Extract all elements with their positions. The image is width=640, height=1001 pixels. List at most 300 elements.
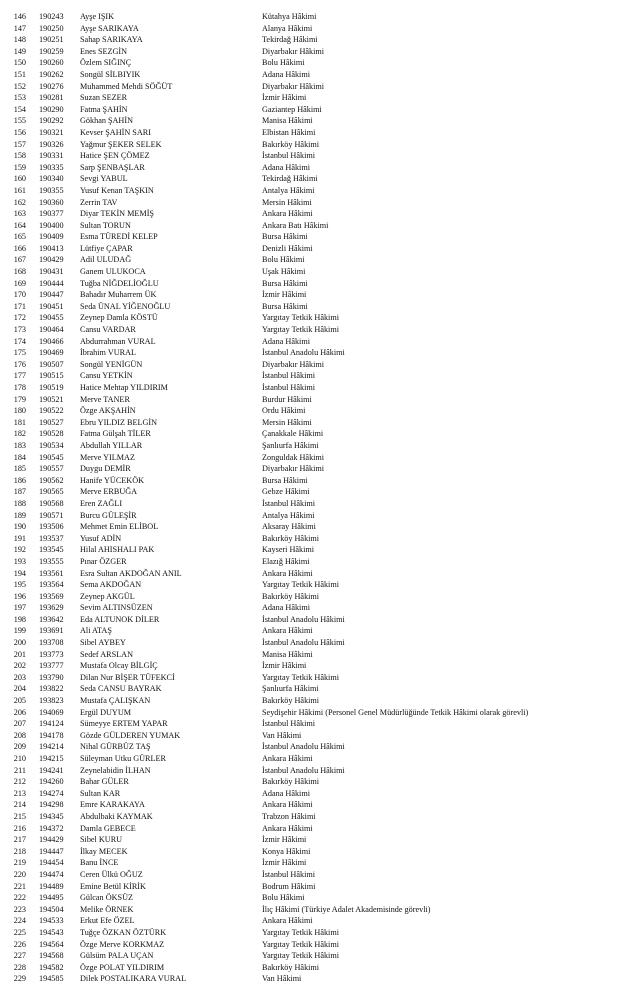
table-row (0, 34, 640, 46)
person-name: Mehmet Emin ELİBOL (80, 522, 159, 532)
person-name: Hilal AHISHALI PAK (80, 545, 155, 555)
table-row (0, 312, 640, 324)
registry-id: 194504 (39, 904, 64, 914)
table-row (0, 46, 640, 58)
row-number: 206 (13, 707, 26, 717)
assignment-post: İstanbul Hâkimi (262, 151, 315, 161)
table-row (0, 185, 640, 197)
registry-id: 190360 (39, 197, 64, 207)
registry-id: 190331 (39, 151, 64, 161)
table-row (0, 69, 640, 81)
assignment-post: Ankara Hâkimi (262, 916, 313, 926)
row-number: 221 (13, 881, 26, 891)
person-name: Burcu GÜLEŞİR (80, 510, 137, 520)
table-row (0, 950, 640, 962)
assignment-post: İlıç Hâkimi (Türkiye Adalet Akademisinde görevli) (262, 904, 431, 914)
person-name: Dilan Nur BİŞER TÜFEKCİ (80, 672, 175, 682)
registry-id: 190455 (39, 313, 64, 323)
assignment-post: Ankara Hâkimi (262, 823, 313, 833)
table-row (0, 927, 640, 939)
assignment-post: Bursa Hâkimi (262, 301, 308, 311)
assignment-post: Bursa Hâkimi (262, 475, 308, 485)
assignment-post: Antalya Hâkimi (262, 185, 315, 195)
row-number: 212 (13, 777, 26, 787)
table-row (0, 428, 640, 440)
row-number: 210 (13, 754, 26, 763)
person-name: Damla GEBECE (80, 823, 136, 833)
registry-id: 190521 (39, 394, 64, 404)
registry-id: 194274 (39, 788, 64, 798)
registry-id: 190335 (39, 162, 64, 172)
table-row (0, 92, 640, 104)
table-row (0, 243, 640, 255)
registry-id: 193561 (39, 568, 64, 578)
assignment-post: İstanbul Anadolu Hâkimi (262, 614, 345, 624)
registry-id: 190444 (39, 278, 64, 288)
row-number: 158 (13, 151, 26, 161)
person-name: Ganem ULUKOCA (80, 267, 146, 277)
row-number: 228 (13, 962, 26, 972)
table-row (0, 568, 640, 580)
row-number: 162 (13, 197, 26, 207)
assignment-post: Adana Hâkimi (262, 162, 310, 172)
table-row (0, 81, 640, 93)
assignment-post: Seydişehir Hâkimi (Personel Genel Müdürlüğünde Tetkik Hâkimi olarak görevli) (262, 707, 529, 717)
row-number: 154 (13, 104, 26, 114)
row-number: 155 (13, 116, 26, 126)
assignment-post: Ankara Hâkimi (262, 754, 313, 763)
registry-id: 190259 (39, 46, 64, 56)
row-number: 192 (13, 545, 26, 555)
row-number: 174 (13, 336, 26, 346)
row-number: 157 (13, 139, 26, 149)
person-name: Fatma ŞAHİN (80, 104, 128, 114)
table-row (0, 834, 640, 846)
row-number: 177 (13, 371, 26, 381)
row-number: 150 (13, 58, 26, 68)
person-name: Zerrin TAV (80, 197, 118, 207)
row-number: 200 (13, 638, 26, 648)
assignment-post: İstanbul Hâkimi (262, 383, 315, 392)
assignment-post: Van Hâkimi (262, 730, 302, 740)
person-name: Fatma Gülşah TİLER (80, 429, 151, 439)
assignment-post: Bolu Hâkimi (262, 58, 305, 68)
row-number: 218 (13, 846, 26, 856)
registry-id: 190431 (39, 267, 64, 277)
person-name: Mustafa ÇALIŞKAN (80, 696, 151, 706)
row-number: 161 (13, 185, 26, 195)
table-row (0, 57, 640, 69)
registry-id: 193790 (39, 672, 64, 682)
assignment-post: Ankara Batı Hâkimi (262, 220, 329, 230)
registry-id: 193822 (39, 684, 64, 694)
assignment-post: Konya Hâkimi (262, 846, 311, 856)
row-number: 151 (13, 69, 26, 79)
table-row (0, 347, 640, 359)
row-number: 220 (13, 869, 26, 879)
registry-id: 193569 (39, 591, 64, 601)
person-name: Hatice ŞEN ÇÖMEZ (80, 151, 150, 161)
assignment-post: Manisa Hâkimi (262, 649, 313, 659)
table-row (0, 486, 640, 498)
assignment-post: Alanya Hâkimi (262, 23, 313, 33)
assignment-post: Yargıtay Tetkik Hâkimi (262, 580, 339, 590)
registry-id: 193773 (39, 649, 64, 659)
registry-id: 190260 (39, 58, 64, 68)
row-number: 187 (13, 487, 26, 497)
assignment-post: Kayseri Hâkimi (262, 545, 315, 555)
registry-id: 190568 (39, 498, 64, 508)
row-number: 152 (13, 81, 26, 91)
row-number: 181 (13, 417, 26, 427)
table-row (0, 336, 640, 348)
assignment-post: Kütahya Hâkimi (262, 12, 317, 21)
registry-id: 194489 (39, 881, 64, 891)
table-row (0, 173, 640, 185)
person-name: Diyar TEKİN MEMİŞ (80, 209, 154, 219)
row-number: 196 (13, 591, 26, 601)
row-number: 216 (13, 823, 26, 833)
registry-id: 190321 (39, 127, 64, 137)
table-row (0, 370, 640, 382)
assignment-post: Bakırköy Hâkimi (262, 777, 320, 787)
assignment-post: Elbistan Hâkimi (262, 127, 316, 137)
person-name: Ayşe IŞIK (80, 12, 115, 21)
assignment-post: Denizli Hâkimi (262, 243, 313, 253)
registry-id: 190527 (39, 417, 64, 427)
table-row (0, 11, 640, 23)
registry-id: 190340 (39, 174, 64, 184)
row-number: 226 (13, 939, 26, 949)
assignment-post: İstanbul Anadolu Hâkimi (262, 742, 345, 752)
table-row (0, 625, 640, 637)
row-number: 179 (13, 394, 26, 404)
person-name: Abdulbaki KAYMAK (80, 811, 153, 821)
registry-id: 190464 (39, 325, 64, 335)
row-number: 186 (13, 475, 26, 485)
registry-id: 193555 (39, 556, 64, 566)
assignment-post: Bodrum Hâkimi (262, 881, 316, 891)
person-name: Sibel KURU (80, 835, 123, 845)
registry-id: 190355 (39, 185, 64, 195)
row-number: 204 (13, 684, 26, 694)
table-row (0, 707, 640, 719)
assignment-post: Tekirdağ Hâkimi (262, 35, 318, 45)
registry-id: 194543 (39, 927, 64, 937)
row-number: 214 (13, 800, 26, 810)
assignment-post: Yargıtay Tetkik Hâkimi (262, 927, 339, 937)
person-name: Cansu YETKİN (80, 371, 133, 381)
row-number: 203 (13, 672, 26, 682)
table-row (0, 115, 640, 127)
table-row (0, 556, 640, 568)
person-name: Hatice Mehtap YILDIRIM (80, 383, 168, 392)
row-number: 191 (13, 533, 26, 543)
person-name: Esma TÜREDİ KELEP (80, 232, 158, 242)
registry-id: 193537 (39, 533, 64, 543)
person-name: Sibel AYBEY (80, 638, 126, 648)
table-row (0, 869, 640, 881)
registry-id: 190562 (39, 475, 64, 485)
registry-id: 190326 (39, 139, 64, 149)
row-number: 224 (13, 916, 26, 926)
person-name: Abdullah YILLAR (80, 440, 143, 450)
assignment-post: Gaziantep Hâkimi (262, 104, 322, 114)
table-row (0, 579, 640, 591)
table-row (0, 463, 640, 475)
row-number: 188 (13, 498, 26, 508)
assignment-post: İzmir Hâkimi (262, 835, 307, 845)
assignment-post: Yargıtay Tetkik Hâkimi (262, 672, 339, 682)
registry-id: 194582 (39, 962, 64, 972)
person-name: Erkut Efe ÖZEL (80, 916, 135, 926)
person-name: Süleyman Utku GÜRLER (80, 754, 166, 763)
row-number: 213 (13, 788, 26, 798)
table-row (0, 857, 640, 869)
assignment-post: Ankara Hâkimi (262, 568, 313, 578)
assignment-post: Bakırköy Hâkimi (262, 962, 320, 972)
registry-id: 193545 (39, 545, 64, 555)
row-number: 195 (13, 580, 26, 590)
assignment-post: İstanbul Hâkimi (262, 869, 315, 879)
row-number: 180 (13, 406, 26, 416)
registry-id: 194454 (39, 858, 64, 868)
table-row (0, 846, 640, 858)
table-row (0, 324, 640, 336)
person-name: Merve ERBUĞA (80, 487, 138, 497)
assignment-post: Aksaray Hâkimi (262, 522, 316, 532)
table-row (0, 220, 640, 232)
registry-id: 190292 (39, 116, 64, 126)
assignment-post: Adana Hâkimi (262, 336, 310, 346)
registry-id: 193506 (39, 522, 64, 532)
assignment-post: Bakırköy Hâkimi (262, 591, 320, 601)
table-row (0, 695, 640, 707)
table-row (0, 939, 640, 951)
person-name: Ceren Ülkü OĞUZ (80, 869, 143, 879)
person-name: Emine Betül KİRİK (80, 881, 146, 891)
assignment-post: Adana Hâkimi (262, 69, 310, 79)
assignment-post: Bolu Hâkimi (262, 893, 305, 903)
row-number: 215 (13, 811, 26, 821)
assignment-post: İstanbul Hâkimi (262, 371, 315, 381)
person-name: Merve TANER (80, 394, 130, 404)
table-row (0, 811, 640, 823)
table-row (0, 881, 640, 893)
registry-id: 194447 (39, 846, 64, 856)
assignment-post: Ankara Hâkimi (262, 626, 313, 636)
person-name: Sedef ARSLAN (80, 649, 133, 659)
registry-id: 190447 (39, 290, 64, 300)
person-name: Melike ÖRNEK (80, 904, 134, 914)
table-row (0, 162, 640, 174)
table-row (0, 382, 640, 394)
table-row (0, 614, 640, 626)
row-number: 194 (13, 568, 26, 578)
table-row (0, 475, 640, 487)
registry-id: 193629 (39, 603, 64, 613)
row-number: 217 (13, 835, 26, 845)
row-number: 148 (13, 35, 26, 45)
table-row (0, 718, 640, 730)
table-row (0, 197, 640, 209)
person-name: Dilek POSTALIKARA VURAL (80, 974, 187, 984)
person-name: Mustafa Olcay BİLGİÇ (80, 661, 158, 671)
person-name: Pınar ÖZGER (80, 556, 127, 566)
person-name: Sultan TORUN (80, 220, 131, 230)
table-row (0, 452, 640, 464)
person-name: Zeynelabidin İLHAN (80, 765, 151, 775)
registry-id: 194241 (39, 765, 64, 775)
registry-id: 194260 (39, 777, 64, 787)
row-number: 207 (13, 719, 26, 729)
table-row (0, 139, 640, 151)
row-number: 201 (13, 649, 26, 659)
person-name: Yusuf ADİN (80, 533, 122, 543)
assignment-post: Ordu Hâkimi (262, 406, 306, 416)
row-number: 208 (13, 730, 26, 740)
assignment-post: Elazığ Hâkimi (262, 556, 310, 566)
assignment-post: Ankara Hâkimi (262, 209, 313, 219)
table-row (0, 417, 640, 429)
registry-id: 193642 (39, 614, 64, 624)
row-number: 168 (13, 267, 26, 277)
assignment-post: Bursa Hâkimi (262, 278, 308, 288)
person-name: Esra Sultan AKDOĞAN ANIL (80, 568, 182, 578)
registry-id: 194495 (39, 893, 64, 903)
table-row (0, 127, 640, 139)
registry-id: 194178 (39, 730, 64, 740)
row-number: 171 (13, 301, 26, 311)
table-row (0, 660, 640, 672)
table-row (0, 440, 640, 452)
row-number: 219 (13, 858, 26, 868)
assignment-post: İstanbul Anadolu Hâkimi (262, 638, 345, 648)
person-name: Nihal GÜRBÜZ TAŞ (80, 742, 151, 752)
registry-id: 190250 (39, 23, 64, 33)
row-number: 170 (13, 290, 26, 300)
registry-id: 194069 (39, 707, 64, 717)
row-number: 156 (13, 127, 26, 137)
registry-id: 190400 (39, 220, 64, 230)
person-name: Sema AKDOĞAN (80, 580, 142, 590)
assignment-post: Uşak Hâkimi (262, 267, 306, 277)
person-name: Bahar GÜLER (80, 777, 129, 787)
table-row (0, 498, 640, 510)
person-name: Kevser ŞAHİN SARI (80, 127, 151, 137)
table-row (0, 208, 640, 220)
row-number: 149 (13, 46, 26, 56)
table-row (0, 521, 640, 533)
table-row (0, 962, 640, 974)
registry-id: 190515 (39, 371, 64, 381)
person-name: Sultan KAR (80, 788, 121, 798)
assignment-post: Şanlıurfa Hâkimi (262, 440, 319, 450)
row-number: 229 (13, 974, 26, 984)
assignment-list (0, 11, 640, 985)
registry-id: 194474 (39, 869, 64, 879)
registry-id: 190262 (39, 69, 64, 79)
assignment-post: Adana Hâkimi (262, 603, 310, 613)
table-row (0, 254, 640, 266)
person-name: Adil ULUDAĞ (80, 255, 132, 265)
row-number: 199 (13, 626, 26, 636)
row-number: 185 (13, 464, 26, 474)
table-row (0, 672, 640, 684)
table-row (0, 544, 640, 556)
person-name: Abdurrahman VURAL (80, 336, 156, 346)
assignment-post: Çanakkale Hâkimi (262, 429, 324, 439)
assignment-post: Bakırköy Hâkimi (262, 696, 320, 706)
table-row (0, 765, 640, 777)
registry-id: 193823 (39, 696, 64, 706)
assignment-post: Adana Hâkimi (262, 788, 310, 798)
registry-id: 190469 (39, 348, 64, 358)
row-number: 209 (13, 742, 26, 752)
registry-id: 190413 (39, 243, 64, 253)
table-row (0, 799, 640, 811)
assignment-post: Diyarbakır Hâkimi (262, 81, 325, 91)
registry-id: 190429 (39, 255, 64, 265)
assignment-post: İstanbul Anadolu Hâkimi (262, 765, 345, 775)
assignment-post: Van Hâkimi (262, 974, 302, 984)
table-row (0, 23, 640, 35)
assignment-post: Antalya Hâkimi (262, 510, 315, 520)
registry-id: 190519 (39, 383, 64, 392)
person-name: İlkay MECEK (80, 846, 128, 856)
person-name: Ebru YILDIZ BELGİN (80, 417, 158, 427)
assignment-post: Şanlıurfa Hâkimi (262, 684, 319, 694)
assignment-post: Ankara Hâkimi (262, 800, 313, 810)
row-number: 202 (13, 661, 26, 671)
person-name: Lütfiye ÇAPAR (80, 243, 133, 253)
table-row (0, 683, 640, 695)
table-row (0, 266, 640, 278)
registry-id: 190545 (39, 452, 64, 462)
table-row (0, 753, 640, 765)
person-name: Suzan SEZER (80, 93, 128, 103)
registry-id: 190466 (39, 336, 64, 346)
person-name: Bahadır Muharrem ÜK (80, 290, 157, 300)
registry-id: 190251 (39, 35, 64, 45)
person-name: Yağmur ŞEKER SELEK (80, 139, 162, 149)
registry-id: 194533 (39, 916, 64, 926)
registry-id: 194568 (39, 951, 64, 961)
person-name: Gözde GÜLDEREN YUMAK (80, 730, 181, 740)
table-row (0, 104, 640, 116)
person-name: Songül SİLBIYIK (80, 69, 141, 79)
table-row (0, 510, 640, 522)
table-row (0, 278, 640, 290)
registry-id: 190534 (39, 440, 64, 450)
assignment-post: Gebze Hâkimi (262, 487, 310, 497)
person-name: Sarp ŞENBAŞLAR (80, 162, 145, 172)
registry-id: 190276 (39, 81, 64, 91)
person-name: Songül YENİGÜN (80, 359, 143, 369)
table-row (0, 915, 640, 927)
person-name: İbrahim VURAL (80, 348, 137, 358)
row-number: 169 (13, 278, 26, 288)
registry-id: 190377 (39, 209, 64, 219)
assignment-post: İstanbul Hâkimi (262, 719, 315, 729)
registry-id: 190243 (39, 12, 64, 21)
table-row (0, 394, 640, 406)
row-number: 163 (13, 209, 26, 219)
row-number: 223 (13, 904, 26, 914)
person-name: Ergül DUYUM (80, 707, 132, 717)
registry-id: 194124 (39, 719, 64, 729)
person-name: Duygu DEMİR (80, 464, 131, 474)
